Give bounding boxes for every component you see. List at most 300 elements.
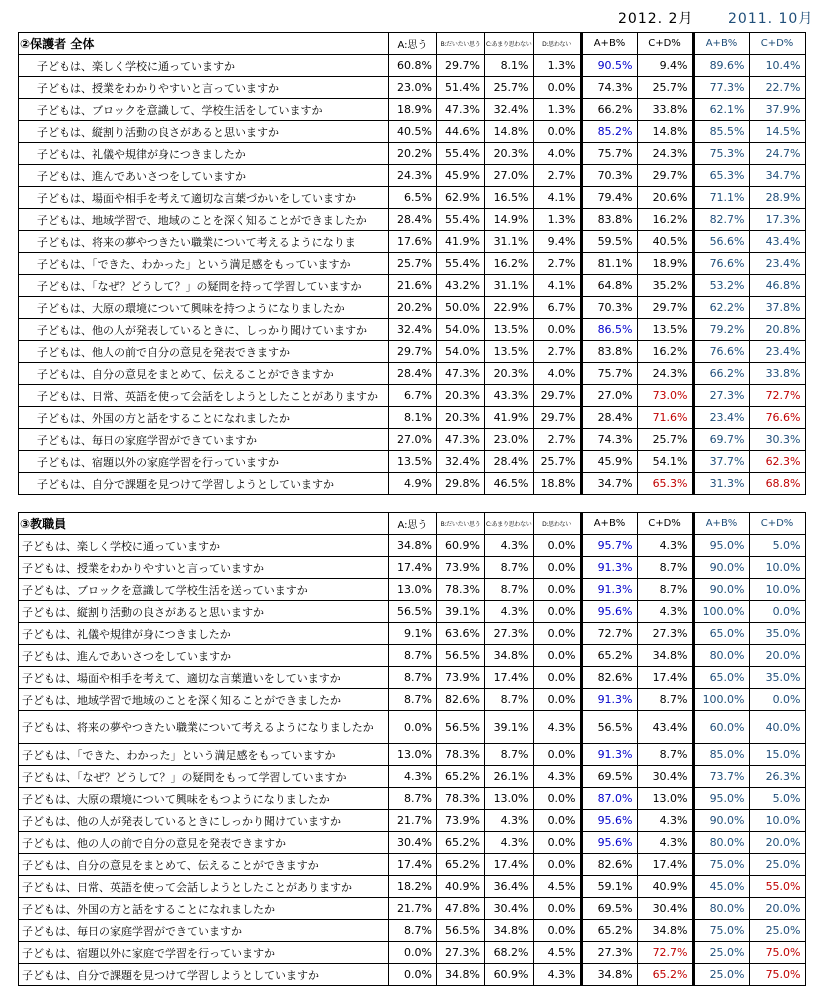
value-col-a: 30.4% (389, 832, 437, 854)
value-col-prev-ab: 66.2% (693, 363, 749, 385)
value-col-a: 8.1% (389, 407, 437, 429)
table-row (19, 964, 806, 986)
value-col-prev-cd: 10.0% (749, 810, 805, 832)
table-row (19, 810, 806, 832)
value-col-prev-cd: 72.7% (749, 385, 805, 407)
value-col-c: 16.5% (485, 187, 534, 209)
table-title: ②保護者 全体 (19, 33, 389, 55)
value-col-a: 32.4% (389, 319, 437, 341)
table-row (19, 473, 806, 495)
value-col-c: 30.4% (485, 898, 534, 920)
value-col-cd: 17.4% (637, 854, 693, 876)
table-row (19, 579, 806, 601)
question-cell: 子どもは、楽しく学校に通っていますか (19, 535, 389, 557)
value-col-a: 23.0% (389, 77, 437, 99)
table-row (19, 689, 806, 711)
value-col-ab: 85.2% (581, 121, 637, 143)
value-col-d: 4.0% (533, 143, 581, 165)
table-row (19, 535, 806, 557)
value-col-d: 2.7% (533, 429, 581, 451)
value-col-prev-ab: 80.0% (693, 832, 749, 854)
value-col-d: 1.3% (533, 99, 581, 121)
value-col-d: 0.0% (533, 744, 581, 766)
value-col-d: 4.1% (533, 187, 581, 209)
table-row (19, 385, 806, 407)
value-col-cd: 54.1% (637, 451, 693, 473)
value-col-c: 13.5% (485, 319, 534, 341)
value-col-ab: 82.6% (581, 854, 637, 876)
value-col-prev-ab: 23.4% (693, 407, 749, 429)
value-col-cd: 4.3% (637, 810, 693, 832)
value-col-cd: 71.6% (637, 407, 693, 429)
question-cell: 子どもは、自分で課題を見つけて学習しようとしていますか (19, 473, 389, 495)
table-row (19, 297, 806, 319)
value-col-prev-ab: 85.0% (693, 744, 749, 766)
value-col-prev-cd: 20.0% (749, 832, 805, 854)
value-col-prev-ab: 75.0% (693, 854, 749, 876)
value-col-cd: 8.7% (637, 744, 693, 766)
value-col-prev-ab: 31.3% (693, 473, 749, 495)
value-col-b: 39.1% (437, 601, 485, 623)
table-row (19, 920, 806, 942)
value-col-prev-cd: 20.8% (749, 319, 805, 341)
value-col-d: 0.0% (533, 623, 581, 645)
value-col-prev-cd: 37.9% (749, 99, 805, 121)
table-row (19, 766, 806, 788)
value-col-c: 41.9% (485, 407, 534, 429)
value-col-d: 25.7% (533, 451, 581, 473)
table-row (19, 231, 806, 253)
table-row (19, 832, 806, 854)
value-col-ab: 65.2% (581, 920, 637, 942)
value-col-ab: 72.7% (581, 623, 637, 645)
header-col-d: D:思わない (533, 513, 581, 535)
value-col-d: 4.0% (533, 363, 581, 385)
question-cell: 子どもは、毎日の家庭学習ができていますか (19, 429, 389, 451)
value-col-a: 27.0% (389, 429, 437, 451)
value-col-c: 14.9% (485, 209, 534, 231)
value-col-c: 13.5% (485, 341, 534, 363)
value-col-prev-ab: 53.2% (693, 275, 749, 297)
parents-survey-table (18, 32, 806, 495)
question-cell: 子どもは、縦割り活動の良さがあると思いますか (19, 121, 389, 143)
value-col-prev-ab: 89.6% (693, 55, 749, 77)
value-col-b: 78.3% (437, 744, 485, 766)
value-col-cd: 35.2% (637, 275, 693, 297)
value-col-a: 24.3% (389, 165, 437, 187)
value-col-b: 20.3% (437, 385, 485, 407)
value-col-cd: 34.8% (637, 645, 693, 667)
table-row (19, 451, 806, 473)
question-cell: 子どもは、場面や相手を考えて、適切な言葉遣いをしていますか (19, 667, 389, 689)
value-col-cd: 16.2% (637, 341, 693, 363)
value-col-ab: 74.3% (581, 77, 637, 99)
value-col-c: 16.2% (485, 253, 534, 275)
table-row (19, 77, 806, 99)
header-col-prev-cd: C+D% (749, 513, 805, 535)
value-col-prev-cd: 0.0% (749, 689, 805, 711)
value-col-a: 0.0% (389, 964, 437, 986)
header-col-prev-ab: A+B% (693, 33, 749, 55)
value-col-b: 45.9% (437, 165, 485, 187)
value-col-b: 51.4% (437, 77, 485, 99)
value-col-c: 46.5% (485, 473, 534, 495)
value-col-b: 56.5% (437, 920, 485, 942)
value-col-b: 47.8% (437, 898, 485, 920)
value-col-prev-cd: 23.4% (749, 253, 805, 275)
value-col-b: 47.3% (437, 99, 485, 121)
value-col-prev-ab: 69.7% (693, 429, 749, 451)
value-col-d: 2.7% (533, 341, 581, 363)
header-col-c: C:あまり思わない (485, 33, 534, 55)
value-col-a: 34.8% (389, 535, 437, 557)
value-col-ab: 83.8% (581, 209, 637, 231)
value-col-ab: 56.5% (581, 711, 637, 744)
value-col-a: 8.7% (389, 920, 437, 942)
value-col-prev-ab: 82.7% (693, 209, 749, 231)
value-col-a: 8.7% (389, 667, 437, 689)
value-col-ab: 66.2% (581, 99, 637, 121)
value-col-a: 17.4% (389, 557, 437, 579)
table-row (19, 645, 806, 667)
value-col-prev-cd: 55.0% (749, 876, 805, 898)
value-col-d: 6.7% (533, 297, 581, 319)
value-col-d: 4.3% (533, 964, 581, 986)
value-col-cd: 40.5% (637, 231, 693, 253)
value-col-ab: 81.1% (581, 253, 637, 275)
value-col-a: 4.3% (389, 766, 437, 788)
value-col-prev-cd: 23.4% (749, 341, 805, 363)
value-col-b: 55.4% (437, 209, 485, 231)
question-cell: 子どもは、日常、英語を使って会話をしようとしたことがありますか (19, 385, 389, 407)
value-col-a: 18.2% (389, 876, 437, 898)
value-col-a: 21.7% (389, 898, 437, 920)
value-col-d: 0.0% (533, 121, 581, 143)
value-col-ab: 59.5% (581, 231, 637, 253)
table-row (19, 143, 806, 165)
value-col-b: 65.2% (437, 766, 485, 788)
header-col-cd: C+D% (637, 33, 693, 55)
value-col-b: 50.0% (437, 297, 485, 319)
value-col-prev-ab: 90.0% (693, 810, 749, 832)
value-col-a: 8.7% (389, 788, 437, 810)
value-col-ab: 83.8% (581, 341, 637, 363)
value-col-c: 20.3% (485, 363, 534, 385)
value-col-d: 0.0% (533, 77, 581, 99)
value-col-prev-cd: 15.0% (749, 744, 805, 766)
value-col-b: 56.5% (437, 645, 485, 667)
value-col-c: 39.1% (485, 711, 534, 744)
value-col-d: 0.0% (533, 579, 581, 601)
question-cell: 子どもは、他の人が発表しているときにしっかり聞けていますか (19, 810, 389, 832)
value-col-d: 9.4% (533, 231, 581, 253)
value-col-prev-ab: 100.0% (693, 601, 749, 623)
value-col-c: 8.7% (485, 689, 534, 711)
value-col-prev-cd: 26.3% (749, 766, 805, 788)
value-col-b: 78.3% (437, 579, 485, 601)
value-col-b: 56.5% (437, 711, 485, 744)
value-col-prev-cd: 5.0% (749, 788, 805, 810)
table-row (19, 711, 806, 744)
value-col-c: 34.8% (485, 920, 534, 942)
value-col-prev-ab: 71.1% (693, 187, 749, 209)
value-col-b: 73.9% (437, 810, 485, 832)
value-col-prev-cd: 14.5% (749, 121, 805, 143)
value-col-ab: 64.8% (581, 275, 637, 297)
value-col-cd: 40.9% (637, 876, 693, 898)
table-row (19, 407, 806, 429)
question-cell: 子どもは、地域学習で、地域のことを深く知ることができましたか (19, 209, 389, 231)
value-col-c: 4.3% (485, 535, 534, 557)
value-col-c: 4.3% (485, 810, 534, 832)
table-row (19, 55, 806, 77)
value-col-prev-ab: 79.2% (693, 319, 749, 341)
table-header-row (19, 513, 806, 535)
question-cell: 子どもは、礼儀や規律が身につきましたか (19, 143, 389, 165)
value-col-b: 20.3% (437, 407, 485, 429)
value-col-prev-ab: 95.0% (693, 788, 749, 810)
value-col-ab: 79.4% (581, 187, 637, 209)
table-row (19, 253, 806, 275)
value-col-a: 60.8% (389, 55, 437, 77)
value-col-ab: 95.6% (581, 810, 637, 832)
value-col-prev-ab: 75.3% (693, 143, 749, 165)
value-col-prev-cd: 25.0% (749, 854, 805, 876)
table-row (19, 209, 806, 231)
question-cell: 子どもは、ブロックを意識して、学校生活をしていますか (19, 99, 389, 121)
value-col-prev-ab: 25.0% (693, 964, 749, 986)
question-cell: 子どもは、楽しく学校に通っていますか (19, 55, 389, 77)
value-col-ab: 34.8% (581, 964, 637, 986)
value-col-cd: 34.8% (637, 920, 693, 942)
header-col-cd: C+D% (637, 513, 693, 535)
value-col-c: 31.1% (485, 275, 534, 297)
value-col-b: 54.0% (437, 341, 485, 363)
value-col-b: 47.3% (437, 363, 485, 385)
value-col-c: 8.7% (485, 557, 534, 579)
value-col-prev-ab: 65.3% (693, 165, 749, 187)
value-col-c: 34.8% (485, 645, 534, 667)
table-row (19, 363, 806, 385)
survey-date-current: 2012. 2月 (618, 11, 694, 27)
header-col-b: B:だいたい思う (437, 513, 485, 535)
value-col-ab: 87.0% (581, 788, 637, 810)
value-col-d: 0.0% (533, 810, 581, 832)
value-col-cd: 17.4% (637, 667, 693, 689)
value-col-d: 0.0% (533, 667, 581, 689)
value-col-d: 0.0% (533, 645, 581, 667)
table-row (19, 623, 806, 645)
value-col-d: 0.0% (533, 557, 581, 579)
value-col-a: 13.0% (389, 744, 437, 766)
value-col-b: 55.4% (437, 253, 485, 275)
value-col-cd: 25.7% (637, 429, 693, 451)
value-col-ab: 45.9% (581, 451, 637, 473)
value-col-b: 44.6% (437, 121, 485, 143)
value-col-a: 20.2% (389, 143, 437, 165)
value-col-ab: 65.2% (581, 645, 637, 667)
value-col-b: 73.9% (437, 557, 485, 579)
value-col-cd: 29.7% (637, 297, 693, 319)
table-title: ③教職員 (19, 513, 389, 535)
value-col-d: 2.7% (533, 165, 581, 187)
question-cell: 子どもは、他の人の前で自分の意見を発表できますか (19, 832, 389, 854)
question-cell: 子どもは、授業をわかりやすいと言っていますか (19, 77, 389, 99)
value-col-a: 20.2% (389, 297, 437, 319)
value-col-cd: 9.4% (637, 55, 693, 77)
value-col-cd: 13.0% (637, 788, 693, 810)
value-col-prev-ab: 73.7% (693, 766, 749, 788)
value-col-d: 4.5% (533, 942, 581, 964)
value-col-ab: 27.0% (581, 385, 637, 407)
value-col-c: 27.3% (485, 623, 534, 645)
value-col-prev-cd: 25.0% (749, 920, 805, 942)
value-col-prev-cd: 62.3% (749, 451, 805, 473)
value-col-ab: 70.3% (581, 297, 637, 319)
value-col-c: 28.4% (485, 451, 534, 473)
value-col-a: 17.6% (389, 231, 437, 253)
header-col-c: C:あまり思わない (485, 513, 534, 535)
value-col-prev-cd: 75.0% (749, 964, 805, 986)
value-col-c: 23.0% (485, 429, 534, 451)
value-col-prev-cd: 10.0% (749, 579, 805, 601)
value-col-ab: 69.5% (581, 766, 637, 788)
value-col-prev-cd: 35.0% (749, 667, 805, 689)
value-col-d: 4.3% (533, 766, 581, 788)
table-row (19, 744, 806, 766)
value-col-prev-ab: 85.5% (693, 121, 749, 143)
header-col-b: B:だいたい思う (437, 33, 485, 55)
value-col-cd: 4.3% (637, 535, 693, 557)
question-cell: 子どもは、進んであいさつをしていますか (19, 165, 389, 187)
value-col-prev-ab: 80.0% (693, 898, 749, 920)
question-cell: 子どもは、縦割り活動の良さがあると思いますか (19, 601, 389, 623)
value-col-cd: 30.4% (637, 766, 693, 788)
value-col-a: 25.7% (389, 253, 437, 275)
question-cell: 子どもは、「できた、わかった」という満足感をもっていますか (19, 253, 389, 275)
value-col-ab: 91.3% (581, 744, 637, 766)
value-col-ab: 90.5% (581, 55, 637, 77)
value-col-prev-cd: 20.0% (749, 898, 805, 920)
value-col-b: 65.2% (437, 854, 485, 876)
value-col-b: 41.9% (437, 231, 485, 253)
value-col-cd: 13.5% (637, 319, 693, 341)
value-col-d: 4.5% (533, 876, 581, 898)
table-row (19, 854, 806, 876)
question-cell: 子どもは、授業をわかりやすいと言っていますか (19, 557, 389, 579)
value-col-a: 40.5% (389, 121, 437, 143)
value-col-prev-cd: 5.0% (749, 535, 805, 557)
value-col-a: 4.9% (389, 473, 437, 495)
value-col-prev-ab: 95.0% (693, 535, 749, 557)
header-col-ab: A+B% (581, 33, 637, 55)
value-col-cd: 30.4% (637, 898, 693, 920)
table-row (19, 121, 806, 143)
value-col-c: 20.3% (485, 143, 534, 165)
header-col-ab: A+B% (581, 513, 637, 535)
value-col-d: 0.0% (533, 601, 581, 623)
question-cell: 子どもは、宿題以外の家庭学習を行っていますか (19, 451, 389, 473)
value-col-prev-cd: 10.4% (749, 55, 805, 77)
value-col-ab: 91.3% (581, 689, 637, 711)
value-col-ab: 34.7% (581, 473, 637, 495)
value-col-a: 21.6% (389, 275, 437, 297)
value-col-prev-cd: 35.0% (749, 623, 805, 645)
value-col-c: 68.2% (485, 942, 534, 964)
header-col-prev-ab: A+B% (693, 513, 749, 535)
value-col-b: 43.2% (437, 275, 485, 297)
value-col-ab: 86.5% (581, 319, 637, 341)
value-col-ab: 91.3% (581, 579, 637, 601)
value-col-prev-ab: 75.0% (693, 920, 749, 942)
table-row (19, 99, 806, 121)
value-col-cd: 65.2% (637, 964, 693, 986)
value-col-d: 0.0% (533, 689, 581, 711)
question-cell: 子どもは、他の人が発表しているときに、しっかり聞けていますか (19, 319, 389, 341)
value-col-prev-ab: 100.0% (693, 689, 749, 711)
value-col-cd: 72.7% (637, 942, 693, 964)
value-col-c: 22.9% (485, 297, 534, 319)
question-cell: 子どもは、進んであいさつをしていますか (19, 645, 389, 667)
value-col-b: 65.2% (437, 832, 485, 854)
value-col-b: 32.4% (437, 451, 485, 473)
value-col-ab: 74.3% (581, 429, 637, 451)
question-cell: 子どもは、自分の意見をまとめて、伝えることができますか (19, 854, 389, 876)
value-col-cd: 24.3% (637, 143, 693, 165)
value-col-prev-cd: 10.0% (749, 557, 805, 579)
value-col-c: 8.1% (485, 55, 534, 77)
value-col-c: 43.3% (485, 385, 534, 407)
value-col-c: 60.9% (485, 964, 534, 986)
value-col-cd: 27.3% (637, 623, 693, 645)
value-col-cd: 8.7% (637, 689, 693, 711)
value-col-cd: 29.7% (637, 165, 693, 187)
value-col-ab: 91.3% (581, 557, 637, 579)
value-col-cd: 65.3% (637, 473, 693, 495)
value-col-c: 36.4% (485, 876, 534, 898)
survey-date-previous: 2011. 10月 (728, 11, 814, 27)
value-col-a: 6.5% (389, 187, 437, 209)
staff-survey-table (18, 512, 806, 986)
value-col-prev-cd: 30.3% (749, 429, 805, 451)
value-col-d: 0.0% (533, 832, 581, 854)
value-col-prev-cd: 22.7% (749, 77, 805, 99)
question-cell: 子どもは、将来の夢やつきたい職業について考えるようになりましたか (19, 711, 389, 744)
value-col-d: 0.0% (533, 898, 581, 920)
value-col-prev-ab: 65.0% (693, 667, 749, 689)
value-col-a: 28.4% (389, 363, 437, 385)
value-col-cd: 4.3% (637, 601, 693, 623)
value-col-d: 29.7% (533, 385, 581, 407)
value-col-d: 29.7% (533, 407, 581, 429)
value-col-b: 63.6% (437, 623, 485, 645)
value-col-d: 0.0% (533, 319, 581, 341)
value-col-prev-ab: 37.7% (693, 451, 749, 473)
value-col-prev-ab: 76.6% (693, 253, 749, 275)
question-cell: 子どもは、「できた、わかった」という満足感をもっていますか (19, 744, 389, 766)
question-cell: 子どもは、日常、英語を使って会話しようとしたことがありますか (19, 876, 389, 898)
header-col-d: D:思わない (533, 33, 581, 55)
question-cell: 子どもは、宿題以外に家庭で学習を行っていますか (19, 942, 389, 964)
question-cell: 子どもは、毎日の家庭学習ができていますか (19, 920, 389, 942)
value-col-prev-ab: 80.0% (693, 645, 749, 667)
value-col-ab: 82.6% (581, 667, 637, 689)
value-col-d: 18.8% (533, 473, 581, 495)
value-col-ab: 70.3% (581, 165, 637, 187)
value-col-d: 4.3% (533, 711, 581, 744)
table-row (19, 275, 806, 297)
value-col-prev-ab: 77.3% (693, 77, 749, 99)
